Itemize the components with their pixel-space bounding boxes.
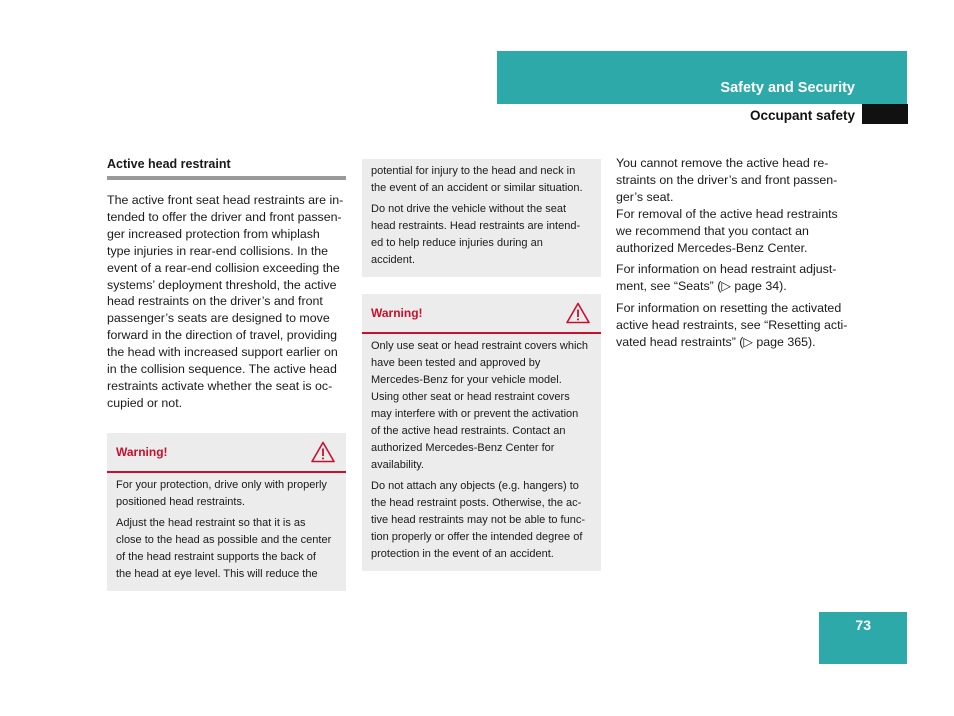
- warning-line: close to the head as possible and the center: [116, 533, 332, 546]
- warning-label: Warning!: [116, 444, 168, 459]
- page-number-box: [819, 612, 907, 664]
- article-body: [107, 192, 346, 412]
- warning-line: Only use seat or head restraint covers which: [371, 340, 589, 352]
- body-line: in the collision sequence. The active head: [107, 362, 337, 377]
- warning-line: protection in the event of an accident.: [371, 548, 554, 560]
- body-paragraph: [616, 155, 861, 256]
- warning-line: potential for injury to the head and neck in: [371, 165, 576, 177]
- warning-body: [362, 334, 601, 571]
- body-paragraph: [616, 261, 861, 295]
- column-1: [107, 150, 346, 591]
- warning-line: Do not attach any objects (e.g. hangers) to: [371, 480, 579, 492]
- warning-paragraph: [116, 515, 337, 583]
- body-line: systems’ deployment threshold, the active: [107, 277, 337, 292]
- warning-line: accident.: [371, 254, 416, 266]
- body-line: ger’s seat.: [616, 189, 674, 204]
- warning-box: [362, 294, 601, 571]
- body-line: tended to offer the driver and front passen-: [107, 209, 342, 224]
- warning-line: Using other seat or head restraint covers: [371, 391, 570, 403]
- body-line: event of a rear-end collision exceeding the: [107, 260, 340, 275]
- body-line: restraints activate whether the seat is oc-: [107, 378, 333, 393]
- article-heading: Active head restraint: [107, 156, 346, 180]
- body-line: authorized Mercedes-Benz Center.: [616, 240, 808, 255]
- warning-line: of the head restraint supports the back of: [116, 550, 316, 563]
- body-line: we recommend that you contact an: [616, 223, 809, 238]
- section-tab-marker: [862, 104, 908, 124]
- body-line: forward in the direction of travel, providing: [107, 328, 338, 343]
- warning-paragraph: [371, 201, 592, 269]
- subsection-title: Occupant safety: [749, 108, 855, 123]
- warning-line: Adjust the head restraint so that it is as: [116, 516, 306, 529]
- column-3: [616, 155, 861, 356]
- warning-line: positioned head restraints.: [116, 495, 246, 508]
- page-reference-link[interactable]: vated head restraints” (▷ page 365).: [616, 335, 816, 350]
- warning-line: head restraints. Head restraints are intend-: [371, 220, 581, 232]
- body-paragraph: [616, 300, 861, 351]
- warning-line: ed to help reduce injuries during an: [371, 237, 543, 249]
- warning-line: may interfere with or prevent the activation: [371, 408, 579, 420]
- body-line: ger increased protection from whiplash: [107, 226, 320, 241]
- warning-line: Do not drive the vehicle without the seat: [371, 203, 567, 215]
- warning-line: the head at eye level. This will reduce the: [116, 567, 318, 580]
- warning-line: the head restraint posts. Otherwise, the ac-: [371, 497, 582, 509]
- warning-label: Warning!: [371, 306, 423, 320]
- warning-line: have been tested and approved by: [371, 357, 541, 369]
- warning-continuation-box: [362, 159, 601, 277]
- warning-paragraph: [371, 163, 592, 197]
- warning-paragraph: [371, 338, 592, 474]
- body-line: straints on the driver’s and front passen-: [616, 172, 838, 187]
- warning-box: [107, 433, 346, 591]
- warning-line: authorized Mercedes-Benz Center for: [371, 442, 555, 454]
- warning-triangle-icon: [311, 441, 335, 463]
- body-line: For removal of the active head restraints: [616, 206, 838, 221]
- warning-paragraph: [116, 477, 337, 511]
- warning-line: tion properly or offer the intended degree of: [371, 531, 583, 543]
- body-line: passenger’s seats are designed to move: [107, 311, 330, 326]
- body-line: the head with increased support earlier on: [107, 345, 338, 360]
- warning-paragraph: [371, 478, 592, 563]
- body-line: cupied or not.: [107, 395, 183, 410]
- body-line: For information on resetting the activated: [616, 301, 842, 316]
- section-title: Safety and Security: [720, 80, 855, 96]
- column-2: [362, 150, 601, 571]
- warning-header: [107, 433, 346, 473]
- warning-triangle-icon: [566, 302, 590, 324]
- warning-header: [362, 294, 601, 334]
- page-number: 73: [855, 617, 871, 633]
- body-line: The active front seat head restraints are in-: [107, 193, 344, 207]
- warning-line: tive head restraints may not be able to func-: [371, 514, 586, 526]
- warning-line: Mercedes-Benz for your vehicle model.: [371, 374, 562, 386]
- warning-line: For your protection, drive only with properly: [116, 478, 327, 491]
- body-line: type injuries in rear-end collisions. In the: [107, 243, 329, 258]
- body-line: For information on head restraint adjust-: [616, 262, 837, 277]
- warning-line: the event of an accident or similar situation.: [371, 182, 583, 194]
- page-reference-link[interactable]: ment, see “Seats” (▷ page 34).: [616, 279, 787, 294]
- warning-line: of the active head restraints. Contact an: [371, 425, 566, 437]
- body-line: active head restraints, see “Resetting acti-: [616, 318, 848, 333]
- warning-line: availability.: [371, 459, 424, 471]
- warning-body: [107, 473, 346, 591]
- body-line: head restraints on the driver’s and front: [107, 294, 323, 309]
- body-line: You cannot remove the active head re-: [616, 156, 829, 170]
